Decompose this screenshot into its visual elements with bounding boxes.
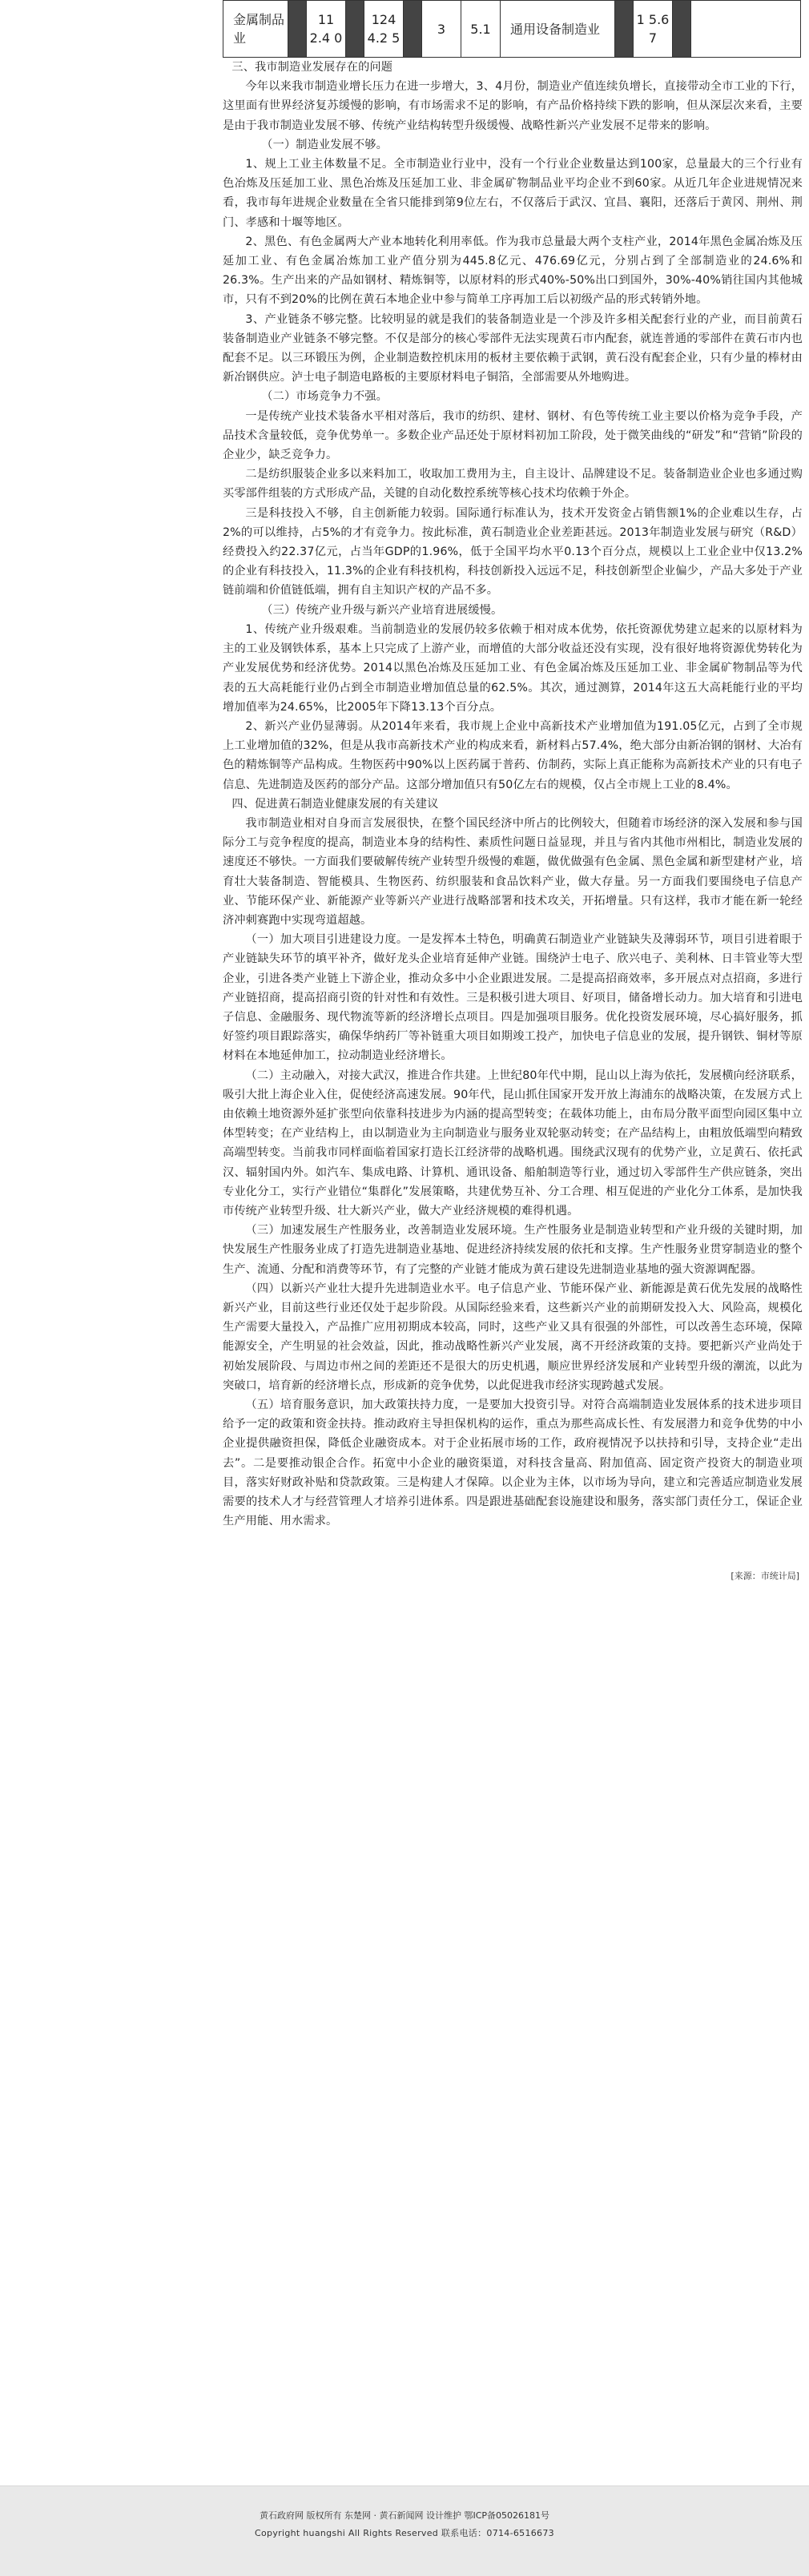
paragraph: （四）以新兴产业壮大提升先进制造业水平。电子信息产业、节能环保产业、新能源是黄石优先发展的战略性新兴产业，目前这些行业还仅处于起步阶段。从国际经验来看，这些新兴产业的前期研发投入大、风险高，规模化生产需要大量投入，产品推广应用初期成本较高，同时，这些产业又具有很强的外部性，可以改善生态环境，保障能源安全，产生明显的社会效益，因此，推动战略性新兴产业发展，离不开经济政策的支持。要把新兴产业尚处于初始发展阶段、与周边市州之间的差距还不是很大的历史机遇，顺应世界经济发展和产业转型升级的潮流，以此为突破口，培育新的经济增长点，形成新的竞争优势，以此促进我市经济实现跨越式发展。	[223, 1282, 803, 1392]
table-cell-value: 124 4.2 5	[364, 1, 404, 58]
paragraph: （三）加速发展生产性服务业，改善制造业发展环境。生产性服务业是制造业转型和产业升级的关键时期，加快发展生产性服务业成了打造先进制造业基地、促进经济持续发展的依托和支撑。生产性服务业贯穿制造业的整个生产、流通、分配和消费等环节，有了完整的产业链才能成为黄石建设先进制造业基地的强大资源调配器。	[223, 1224, 803, 1276]
stats-table	[223, 0, 801, 58]
footer-copyright-line: 黄石政府网 版权所有 东楚网 · 黄石新闻网 设计维护 鄂ICP备05026181号	[259, 2510, 550, 2521]
footer-contact-line: Copyright huangshi All Rights Reserved 联系电话：0714-6516673	[255, 2528, 554, 2538]
paragraph: （二）主动融入，对接大武汉，推进合作共建。上世纪80年代中期，昆山以上海为依托，发展横向经济联系，吸引大批上海企业入住，促使经济高速发展。90年代，昆山抓住国家开发开放上海浦东的战略决策，在发展方式上由依赖土地资源外延扩张型向依靠科技进步为内涵的提高型转变；在载体功能上，由布局分散平面型向园区集中立体型转变；在产业结构上，由以制造业为主向制造业与服务业双轮驱动转变；在产品结构上，由粗放低端型向精致高端型转变。当前我市同样面临着国家打造长江经济带的战略机遇。围绕武汉现有的优势产业，立足黄石、依托武汉、辐射国内外。如汽车、集成电路、计算机、通讯设备、船舶制造等行业，通过切入零部件生产供应链条，突出专业化分工，实行产业错位“集群化”发展策略，共建优势互补、分工合理、相互促进的产业化分工体系，是加快我市传统产业转型升级、壮大新兴产业，做大产业经济规模的难得机遇。	[223, 1069, 803, 1218]
paragraph: 我市制造业相对自身而言发展很快，在整个国民经济中所占的比例较大，但随着市场经济的深入发展和参与国际分工与竞争程度的提高，制造业本身的结构性、素质性问题日益显现，并且与省内其他市州相比，制造业发展的速度还不够快。一方面我们要破解传统产业转型升级慢的难题，做优做强有色金属、黑色金属和新型建材产业，培育壮大装备制造、智能模具、生物医药、纺织服装和食品饮料产业，做大存量。另一方面我们要围绕电子信息产业、节能环保产业、新能源产业等新兴产业进行战略部署和技术攻关，开拓增量。只有这样，我市才能在新一轮经济冲刺赛跑中实现弯道超越。	[223, 816, 803, 927]
paragraph: （一）加大项目引进建设力度。一是发挥本土特色，明确黄石制造业产业链缺失及薄弱环节，项目引进着眼于产业链缺失环节的填平补齐，做好龙头企业培育延伸产业链。围绕泸士电子、欣兴电子、美利林、日丰管业等大型企业，引进各类产业链上下游企业，推动众多中小企业跟进发展。二是提高招商效率，多开展点对点招商，多进行产业链招商，提高招商引资的针对性和有效性。三是积极引进大项目、好项目，储备增长动力。加大培育和引进电子信息、金融服务、现代物流等新的经济增长点项目。四是加强项目服务。优化投资发展环境，尽心搞好服务，抓好签约项目跟踪落实，确保华纳药厂等补链重大项目如期竣工投产，加快电子信息业的发展，提升钢铁、铜材等原材料在本地延伸加工，拉动制造业经济增长。	[223, 933, 803, 1063]
table-row	[223, 1, 801, 58]
paragraph: 2、新兴产业仍显薄弱。从2014年来看，我市规上企业中高新技术产业增加值为191.05亿元，占到了全市规上工业增加值的32%，但是从我市高新技术产业的构成来看，新材料占57.4%，绝大部分由新冶钢的钢材、大冶有色的精炼铜等产品构成。生物医药中90%以上医药属于普药、仿制药，实际上真正能称为高新技术产业的只有电子信息、先进制造及医药的部分产品。这部分增加值只有50亿左右的规模，仅占全市规上工业的8.4%。	[223, 719, 803, 791]
paragraph: 2、黑色、有色金属两大产业本地转化利用率低。作为我市总量最大两个支柱产业，2014年黑色金属冶炼及压延加工业、有色金属冶炼加工业产值分别为445.8亿元、476.69亿元，分别占到了全部制造业的24.6%和26.3%。生产出来的产品如钢材、精炼铜等，以原材料的形式40%-50%出口到国外，30%-40%销往国内其他城市，只有不到20%的比例在黄石本地企业中参与简单工序再加工后以初级产品的形式转销外地。	[223, 235, 803, 307]
section-heading: （三）传统产业升级与新兴产业培育进展缓慢。	[261, 603, 503, 617]
section-heading: 四、促进黄石制造业健康发展的有关建议	[231, 797, 439, 811]
paragraph: 1、传统产业升级艰难。当前制造业的发展仍较多依赖于相对成本优势，依托资源优势建立起来的以原材料为主的工业及钢铁体系，基本上只完成了上游产业，而增值的大部分收益还没有实现，没有很好地将资源优势转化为产业发展优势和经济优势。2014以黑色冶炼及压延加工业、有色金属冶炼及压延加工业、非金属矿物制品等为代表的五大高耗能行业仍占到全市制造业增加值总量的62.5%。其次，通过测算，2014年这五大高耗能行业的平均增加值率为24.65%，比2005年下降13.13个百分点。	[223, 622, 803, 714]
paragraph: 3、产业链条不够完整。比较明显的就是我们的装备制造业是一个涉及许多相关配套行业的产业，而目前黄石装备制造业产业链条不够完整。不仅是部分的核心零部件无法实现黄石市内配套，就连普通的零部件在黄石市内也配套不足。以三环锻压为例，企业制造数控机床用的板材主要依赖于武钢，黄石没有配套企业，只有少量的棒材由新冶钢供应。泸士电子制造电路板的主要原材料电子铜箔，全部需要从外地购进。	[223, 312, 803, 384]
section-heading: 三、我市制造业发展存在的问题	[231, 61, 393, 74]
table-cell-label: 通用设备制造业	[501, 1, 615, 58]
article-body	[223, 58, 803, 1531]
paragraph: （五）培育服务意识，加大政策扶持力度，一是要加大投资引导。对符合高端制造业发展体系的技术进步项目给予一定的政策和资金扶持。推动政府主导担保机构的运作，重点为那些高成长性、有发展潜力和竞争优势的中小企业提供融资担保，降低企业融资成本。对于企业拓展市场的工作，政府视情况予以扶持和引导，支持企业“走出去”。二是要推动银企合作。拓宽中小企业的融资渠道，对科技含量高、附加值高、固定资产投资大的制造业项目，落实好财政补贴和贷款政策。三是构建人才保障。以企业为主体，以市场为导向，建立和完善适应制造业发展需要的技术人才与经营管理人才培养引进体系。四是跟进基础配套设施建设和服务，落实部门责任分工，保证企业生产用能、用水需求。	[223, 1399, 803, 1528]
table-cell-value: 11 2.4 0	[307, 1, 346, 58]
table-cell-value: 5.1	[461, 1, 501, 58]
article-container	[223, 0, 803, 1582]
paragraph: 二是纺织服装企业多以来料加工，收取加工费用为主，自主设计、品牌建设不足。装备制造业企业也多通过购买零部件组装的方式形成产品，关键的自动化数控系统等核心技术均依赖于外企。	[223, 468, 803, 501]
page-footer	[0, 2485, 809, 2576]
paragraph: 一是传统产业技术装备水平相对落后，我市的纺织、建材、钢材、有色等传统工业主要以价格为竞争手段，产品技术含量较低，竞争优势单一。多数企业产品还处于原材料初加工阶段，处于微笑曲线的“研发”和“营销”阶段的企业少，缺乏竞争力。	[223, 409, 803, 462]
table-cell-value: 3	[422, 1, 461, 58]
paragraph: 今年以来我市制造业增长压力在进一步增大，3、4月份，制造业产值连续负增长，直接带动全市工业的下行，这里面有世界经济复苏缓慢的影响，有市场需求不足的影响，有产品价格持续下跌的影响，但从深层次来看，主要是由于我市制造业发展不够、传统产业结构转型升级缓慢、战略性新兴产业发展不足带来的影响。	[223, 80, 803, 132]
article-source: [来源：市统计局]	[731, 1571, 799, 1582]
paragraph: 1、规上工业主体数量不足。全市制造业行业中，没有一个行业企业数量达到100家，总量最大的三个行业有色冶炼及压延加工业、黑色冶炼及压延加工业、非金属矿物制品业平均企业不到60家。从近几年企业进规情况来看，我市每年进规企业数量在全省只能排到第9位左右，不仅落后于武汉、宜昌、襄阳，还落后于黄冈、荆州、荆门、孝感和十堰等地区。	[223, 158, 803, 229]
paragraph: 三是科技投入不够，自主创新能力较弱。国际通行标准认为，技术开发资金占销售额1%的企业难以生存，占2%的可以维持，占5%的才有竞争力。按此标准，黄石制造业企业差距甚远。2013年制造业发展与研究（R&D）经费投入约22.37亿元，占当年GDP的1.96%，低于全国平均水平0.13个百分点，规模以上工业企业中仅13.2%的企业有科技投入，11.3%的企业有科技机构，科技创新投入远远不足，科技创新型企业偏少，产品大多处于产业链前端和价值链低端，拥有自主知识产权的产品不多。	[223, 506, 803, 598]
table-cell-value: 1 5.6 7	[634, 1, 673, 58]
table-cell-label: 金属制品业	[223, 1, 288, 58]
section-heading: （二）市场竞争力不强。	[261, 390, 388, 404]
section-heading: （一）制造业发展不够。	[261, 138, 388, 151]
